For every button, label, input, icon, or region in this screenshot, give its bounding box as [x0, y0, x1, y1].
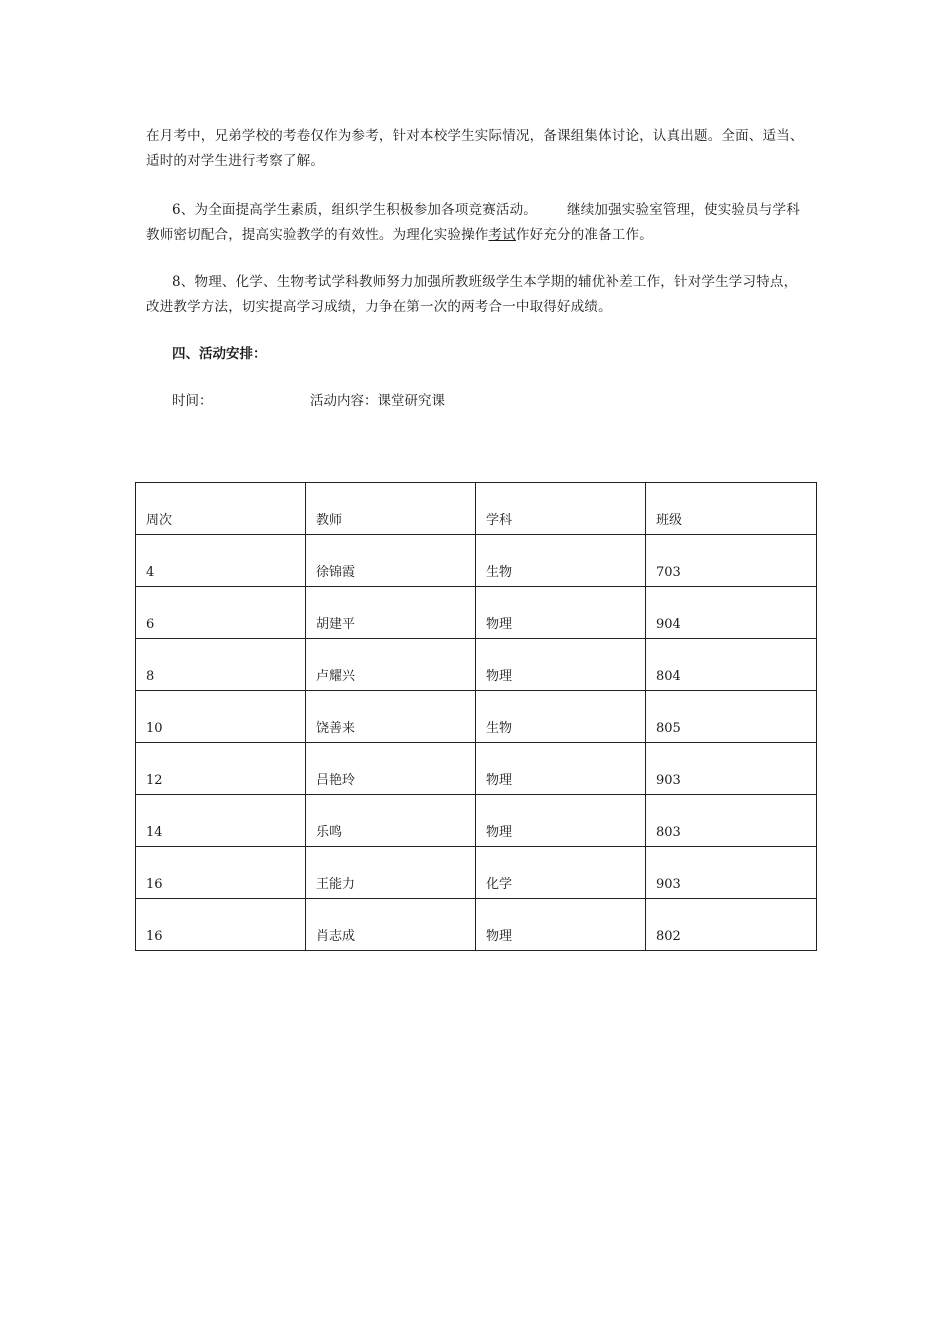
cell-class: 903	[646, 743, 817, 795]
cell-class: 703	[646, 535, 817, 587]
table-row	[136, 743, 817, 795]
cell-week: 16	[136, 899, 306, 951]
cell-subject: 物理	[476, 639, 646, 691]
table-row	[136, 899, 817, 951]
table-header-row	[136, 483, 817, 535]
cell-subject: 化学	[476, 847, 646, 899]
cell-week: 14	[136, 795, 306, 847]
cell-week: 12	[136, 743, 306, 795]
table-row	[136, 847, 817, 899]
cell-teacher: 胡建平	[306, 587, 476, 639]
cell-subject: 物理	[476, 743, 646, 795]
cell-teacher: 卢耀兴	[306, 639, 476, 691]
cell-class: 805	[646, 691, 817, 743]
table-row	[136, 535, 817, 587]
table-row	[136, 795, 817, 847]
section-heading: 四、活动安排：	[172, 346, 267, 362]
cell-teacher: 饶善来	[306, 691, 476, 743]
paragraph-text-a: 6、为全面提高学生素质，组织学生积极参加各项竞赛活动。	[172, 202, 537, 218]
cell-teacher: 徐锦霞	[306, 535, 476, 587]
table-row	[136, 587, 817, 639]
cell-week: 16	[136, 847, 306, 899]
activity-content-label: 活动内容：课堂研究课	[310, 393, 445, 409]
schedule-table	[135, 482, 817, 951]
paragraph-item-8	[146, 270, 810, 320]
table-row	[136, 691, 817, 743]
cell-subject: 生物	[476, 691, 646, 743]
paragraph-monthly-exam	[146, 124, 810, 174]
cell-subject: 物理	[476, 587, 646, 639]
header-class: 班级	[646, 483, 817, 535]
cell-subject: 物理	[476, 899, 646, 951]
paragraph-text: 在月考中，兄弟学校的考卷仅作为参考，针对本校学生实际情况，备课组集体讨论，认真出题。全面、适当、适时的对学生进行考察了解。	[146, 128, 804, 169]
cell-teacher: 肖志成	[306, 899, 476, 951]
cell-class: 803	[646, 795, 817, 847]
header-week: 周次	[136, 483, 306, 535]
paragraph-text-c: 作好充分的准备工作。	[515, 227, 653, 243]
cell-teacher: 乐鸣	[306, 795, 476, 847]
paragraph-item-6	[146, 198, 810, 248]
cell-class: 802	[646, 899, 817, 951]
paragraph-text-b: 继续加强实验室管理，使实验员与学科教师密切配合，提高实验教学的有效性。为理化实验操作	[146, 202, 800, 243]
cell-week: 4	[136, 535, 306, 587]
cell-subject: 物理	[476, 795, 646, 847]
cell-class: 903	[646, 847, 817, 899]
cell-week: 8	[136, 639, 306, 691]
exam-link[interactable]: 考试	[488, 227, 516, 243]
paragraph-text: 8、物理、化学、生物考试学科教师努力加强所教班级学生本学期的辅优补差工作，针对学生学习特点，改进教学方法，切实提高学习成绩，力争在第一次的两考合一中取得好成绩。	[146, 274, 798, 315]
time-label: 时间：	[172, 393, 213, 409]
cell-week: 10	[136, 691, 306, 743]
cell-class: 904	[646, 587, 817, 639]
cell-subject: 生物	[476, 535, 646, 587]
header-subject: 学科	[476, 483, 646, 535]
cell-teacher: 吕艳玲	[306, 743, 476, 795]
cell-class: 804	[646, 639, 817, 691]
header-teacher: 教师	[306, 483, 476, 535]
table-row	[136, 639, 817, 691]
cell-teacher: 王能力	[306, 847, 476, 899]
cell-week: 6	[136, 587, 306, 639]
